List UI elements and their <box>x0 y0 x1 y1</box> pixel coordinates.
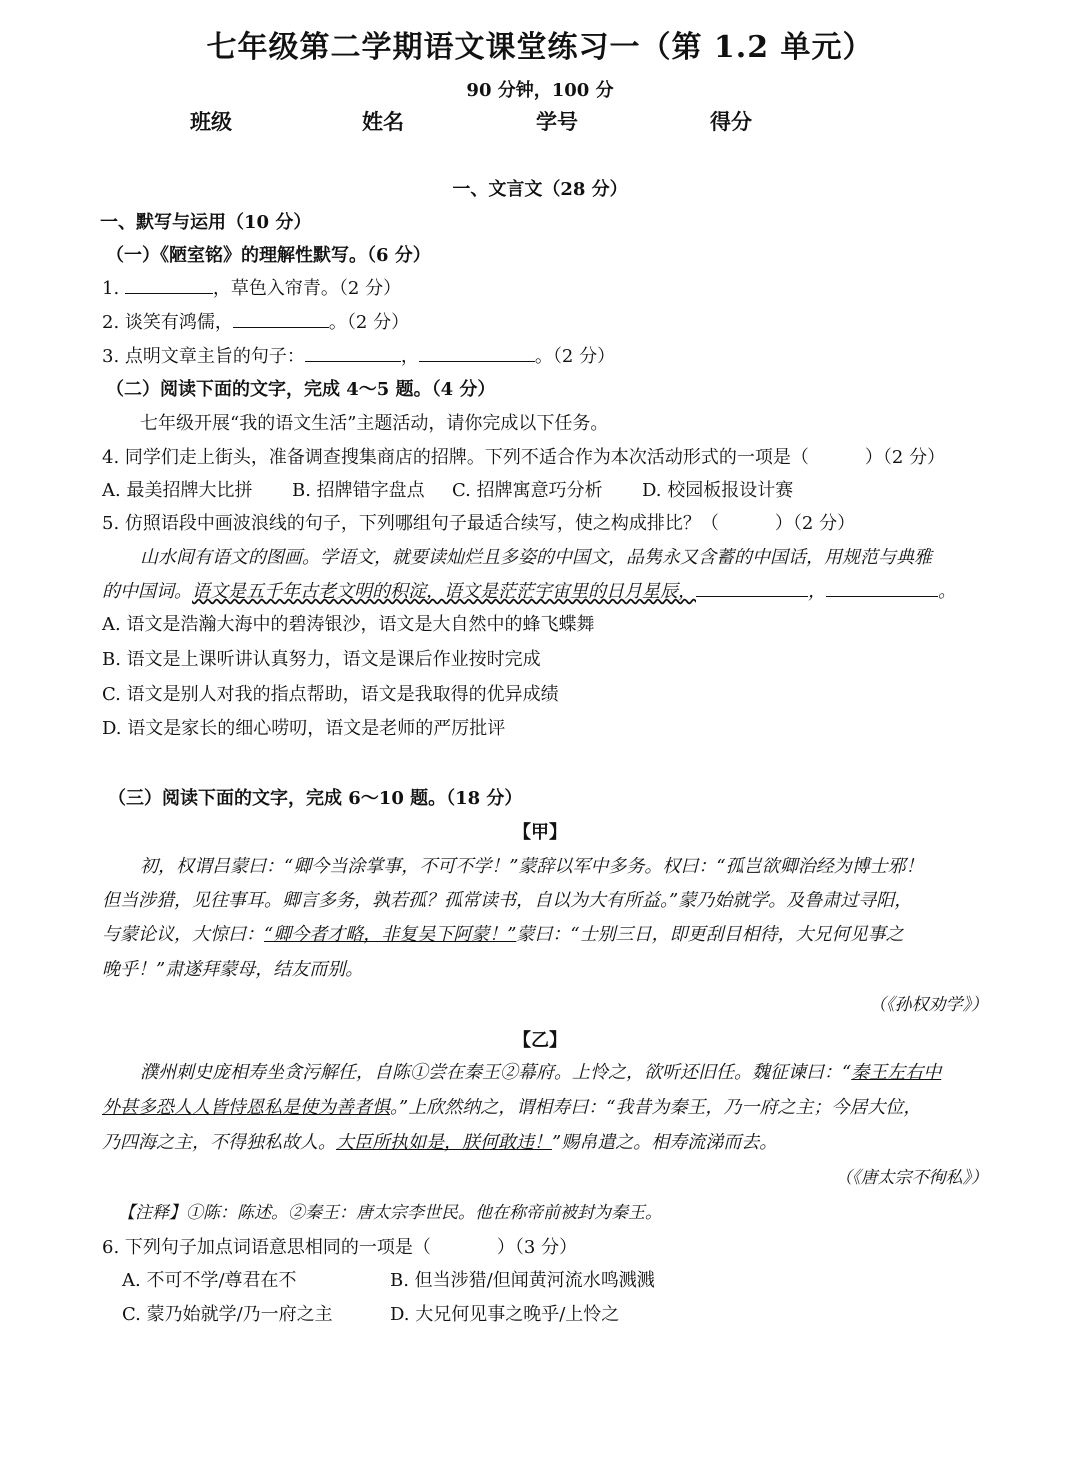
q6-text: 6. 下列句子加点词语意思相同的一项是（ <box>102 1237 431 1258</box>
q1-text: ，草色入帘青。（2 分） <box>212 278 402 299</box>
section-heading: 一、默写与运用（10 分） <box>100 212 312 233</box>
question-3 <box>102 342 615 368</box>
jia-underlined-quote: “卿今者才略，非复吴下阿蒙！” <box>264 924 517 945</box>
q3-answer-blank-1[interactable] <box>305 343 401 362</box>
q3-answer-blank-2[interactable] <box>419 343 535 362</box>
jia-line-3-end: 蒙曰：“士别三日，即更刮目相待，大兄何见事之 <box>516 924 904 945</box>
question-6 <box>102 1233 577 1259</box>
q6-option-a: A. 不可不学/尊君在不 <box>122 1270 297 1291</box>
q2-score: 。（2 分） <box>328 312 410 333</box>
student-id-field-label: 学号 <box>536 109 578 134</box>
annotation-note: 【注释】①陈：陈述。②秦王：唐太宗李世民。他在称帝前被封为秦王。 <box>118 1203 662 1223</box>
passage-jia-source: （《孙权劝学》） <box>869 995 988 1015</box>
q6-score: ）（3 分） <box>496 1237 578 1258</box>
jia-line-3-start: 与蒙论议，大惊曰： <box>102 924 264 945</box>
yi-line-1-text: 濮州刺史庞相寿坐贪污解任，自陈①尝在秦王②幕府。上怜之，欲听还旧任。魏征谏曰：“ <box>140 1062 852 1083</box>
q4-text: 4. 同学们走上街头，准备调查搜集商店的招牌。下列不适合作为本次活动形式的一项是（ <box>102 447 809 468</box>
passage-jia-label: 【甲】 <box>513 822 567 843</box>
q5-passage-comma: ， <box>808 581 826 602</box>
subsection-heading: （三）阅读下面的文字，完成 6～10 题。（18 分） <box>108 788 523 809</box>
yi-underlined-sentence-1b: 外甚多恐人人皆恃恩私是使为善者惧 <box>102 1097 390 1118</box>
q5-option-c: C. 语文是别人对我的指点帮助，语文是我取得的优异成绩 <box>102 684 559 705</box>
q5-passage-blank-1[interactable] <box>696 578 808 597</box>
question-1 <box>102 274 401 300</box>
q6-option-d: D. 大兄何见事之晚乎/上怜之 <box>390 1304 620 1325</box>
q6-option-c: C. 蒙乃始就学/乃一府之主 <box>122 1304 333 1325</box>
q5-option-b: B. 语文是上课听讲认真努力，语文是课后作业按时完成 <box>102 649 541 670</box>
question-2 <box>102 308 409 334</box>
exam-duration: 90 分钟，100 分 <box>466 80 614 101</box>
q2-answer-blank[interactable] <box>233 309 329 328</box>
q5-passage-line-1: 山水间有语文的图画。学语文，就要读灿烂且多姿的中国文，品隽永又含蓄的中国话，用规范与典雅 <box>140 547 932 568</box>
passage-jia-line-4: 晚乎！”肃遂拜蒙母，结友而别。 <box>102 959 364 980</box>
part-heading: 一、文言文（28 分） <box>452 179 628 200</box>
q4-score: ）（2 分） <box>864 447 946 468</box>
q5-wavy-sentence: 语文是五千年古老文明的积淀，语文是茫茫宇宙里的日月星辰， <box>192 581 696 602</box>
passage-jia-line-1: 初，权谓吕蒙曰：“卿今当涂掌事，不可不学！”蒙辞以军中多务。权曰：“孤岂欲卿治经为博士邪！ <box>140 856 924 877</box>
yi-line-3-start: 乃四海之主，不得独私故人。 <box>102 1132 336 1153</box>
q5-passage-blank-2[interactable] <box>826 578 938 597</box>
q5-score: ）（2 分） <box>774 513 856 534</box>
q4-option-a: A. 最美招牌大比拼 <box>102 480 253 501</box>
page-title: 七年级第二学期语文课堂练习一（第 1.2 单元） <box>206 30 874 65</box>
yi-line-2-text: 。”上欣然纳之，谓相寿曰：“我昔为秦王，乃一府之主；今居大位， <box>390 1097 922 1118</box>
passage-jia-line-2: 但当涉猎，见往事耳。卿言多务，孰若孤？孤常读书，自以为大有所益。”蒙乃始就学。及鲁肃过寻阳， <box>102 890 913 911</box>
q5-text: 5. 仿照语段中画波浪线的句子，下列哪组句子最适合续写，使之构成排比？（ <box>102 513 719 534</box>
q3-text: 3. 点明文章主旨的句子： <box>102 346 305 367</box>
q5-passage-end: 。 <box>938 581 956 602</box>
q6-option-b: B. 但当涉猎/但闻黄河流水鸣溅溅 <box>390 1270 655 1291</box>
subsection-heading: （一）《陋室铭》的理解性默写。（6 分） <box>106 245 431 266</box>
question-4 <box>102 443 945 469</box>
q4-option-c: C. 招牌寓意巧分析 <box>452 480 603 501</box>
passage-yi-line-1 <box>140 1058 941 1084</box>
q5-passage-line-2 <box>102 577 956 603</box>
q4-option-d: D. 校园板报设计赛 <box>642 480 794 501</box>
q4-option-b: B. 招牌错字盘点 <box>292 480 425 501</box>
q1-number: 1. <box>102 278 120 299</box>
passage-yi-source: （《唐太宗不徇私》） <box>835 1168 988 1188</box>
activity-intro: 七年级开展“我的语文生活”主题活动，请你完成以下任务。 <box>140 413 609 434</box>
score-field-label: 得分 <box>710 109 752 134</box>
q3-separator: ， <box>400 346 419 367</box>
passage-yi-line-3 <box>102 1128 777 1154</box>
class-field-label: 班级 <box>190 109 232 134</box>
q5-option-d: D. 语文是家长的细心唠叨，语文是老师的严厉批评 <box>102 718 506 739</box>
q5-option-a: A. 语文是浩瀚大海中的碧涛银沙，语文是大自然中的蜂飞蝶舞 <box>102 614 595 635</box>
q1-answer-blank[interactable] <box>125 275 213 294</box>
passage-jia-line-3 <box>102 920 904 946</box>
q2-text: 2. 谈笑有鸿儒， <box>102 312 233 333</box>
name-field-label: 姓名 <box>362 109 404 134</box>
q5-passage-start: 的中国词。 <box>102 581 192 602</box>
yi-underlined-sentence-1a: 秦王左右中 <box>851 1062 942 1083</box>
question-5 <box>102 509 855 535</box>
passage-yi-line-2 <box>102 1093 921 1119</box>
passage-yi-label: 【乙】 <box>513 1030 567 1051</box>
q3-score: 。（2 分） <box>534 346 616 367</box>
subsection-heading: （二）阅读下面的文字，完成 4～5 题。（4 分） <box>106 379 496 400</box>
yi-line-3-end: ”赐帛遣之。相寿流涕而去。 <box>552 1132 778 1153</box>
yi-underlined-sentence-2: 大臣所执如是，朕何敢违！ <box>336 1132 552 1153</box>
